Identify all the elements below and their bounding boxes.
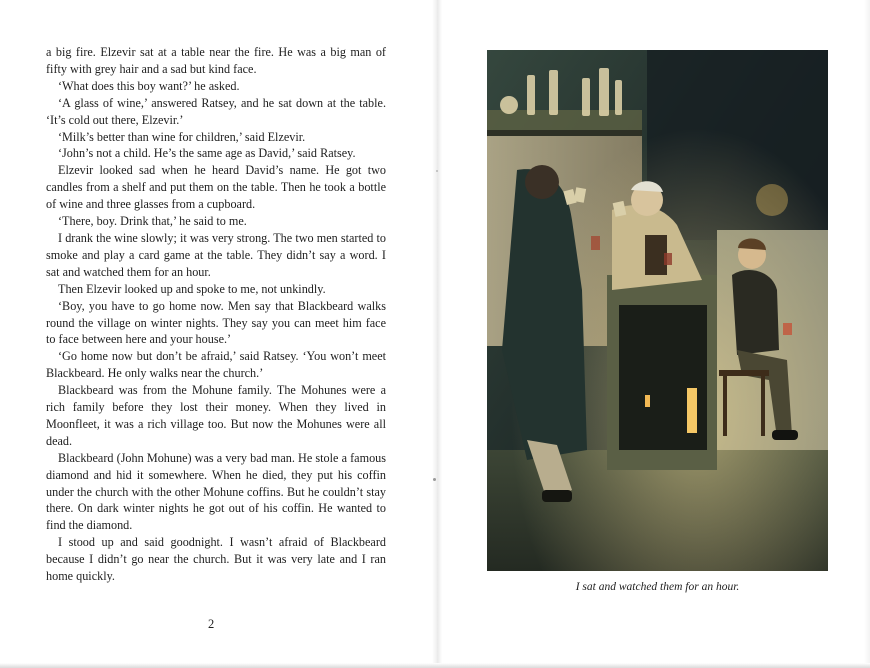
scan-speck [433,478,436,481]
illustration-caption: I sat and watched them for an hour. [575,581,740,593]
paragraph: ‘Milk’s better than wine for children,’ said Elzevir. [58,129,306,144]
card-game-illustration [487,50,828,571]
book-gutter [432,0,442,668]
paragraph: ‘What does this boy want?’ he asked. [58,78,240,93]
paragraph: Elzevir looked sad when he heard David’s name. He got two candles from a shelf and put them on the table. Then he took a bottle of wine and three glasses from a cupboard. [46,163,386,212]
paragraph: I drank the wine slowly; it was very strong. The two men started to smoke and play a card game at the table. They didn’t say a word. I sat and watched them for an hour. [46,230,386,279]
left-page-text [46,44,386,585]
page-edge [864,0,870,668]
paragraph: ‘Boy, you have to go home now. Men say that Blackbeard walks round the village on winter nights. They say you can meet him face to face between here and your house.’ [46,298,386,347]
paragraph: ‘There, boy. Drink that,’ he said to me. [58,214,247,229]
scan-speck [436,170,438,172]
paragraph: Blackbeard was from the Mohune family. The Mohunes were a rich family before they lost their money. When they lived in Moonfleet, it was a rich village too. But now the Mohunes were all dead. [46,383,386,448]
paragraph: Blackbeard (John Mohune) was a very bad man. He stole a famous diamond and hid it somewhere. When he died, they put his coffin under the church with the other Mohune coffins. But he couldn’t stay there. On dark winter nights he got out of his coffin. He wanted to find the diamond. [46,450,386,533]
page-number: 2 [208,617,215,631]
paragraph: I stood up and said goodnight. I wasn’t afraid of Blackbeard because I didn’t go near the church. But it was very late and I ran home quickly. [46,535,386,584]
paragraph: Then Elzevir looked up and spoke to me, not unkindly. [58,281,326,296]
paragraph: ‘Go home now but don’t be afraid,’ said Ratsey. ‘You won’t meet Blackbeard. He only walks near the church.’ [46,349,386,381]
paragraph: ‘A glass of wine,’ answered Ratsey, and he sat down at the table. ‘It’s cold out there, Elzevir.’ [46,95,386,127]
paragraph: a big fire. Elzevir sat at a table near the fire. He was a big man of fifty with grey hair and a sad but kind face. [46,45,386,76]
page-shadow [0,663,870,668]
paragraph: ‘John’s not a child. He’s the same age as David,’ said Ratsey. [58,146,356,161]
